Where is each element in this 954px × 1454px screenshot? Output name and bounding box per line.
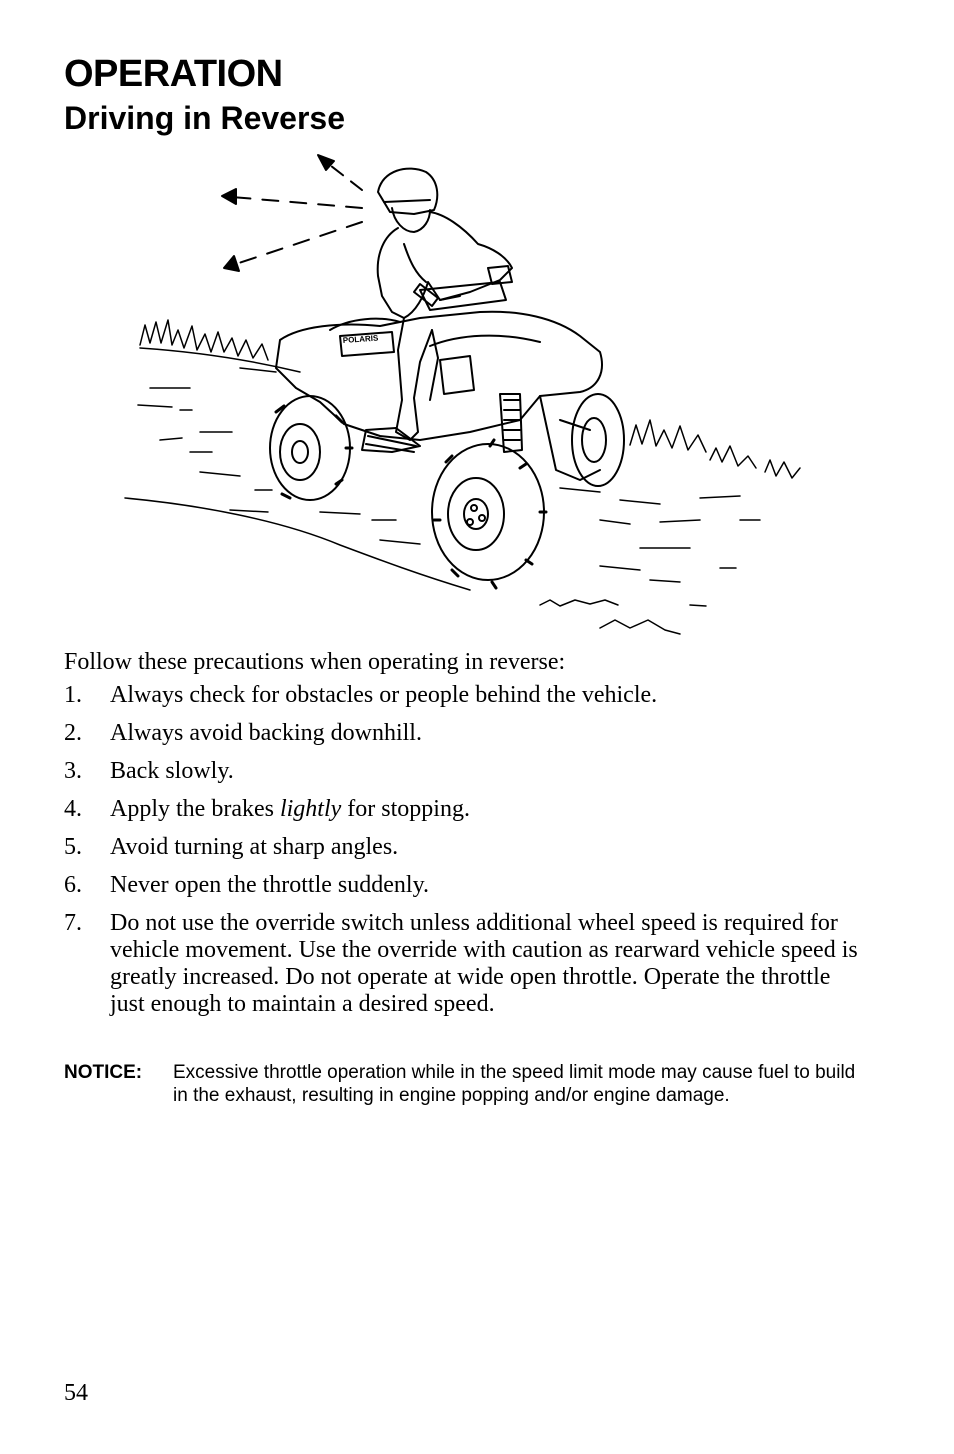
list-item-number: 4.: [64, 796, 82, 822]
rider: [378, 169, 512, 440]
list-item-number: 6.: [64, 872, 82, 898]
list-item-number: 1.: [64, 682, 82, 708]
list-item-text-start: Apply the brakes: [110, 796, 280, 822]
list-item: [64, 796, 864, 823]
list-item-text: Avoid turning at sharp angles.: [110, 834, 399, 860]
list-item-number: 3.: [64, 758, 82, 784]
page-number: 54: [64, 1380, 88, 1406]
list-item: [64, 872, 864, 899]
front-wheel: [432, 440, 546, 588]
list-item: [64, 910, 864, 1018]
list-item-number: 5.: [64, 834, 82, 860]
list-item: [64, 834, 864, 861]
list-item: [64, 758, 864, 785]
list-item-number: 2.: [64, 720, 82, 746]
list-item-number: 7.: [64, 910, 82, 936]
list-item: [64, 682, 864, 709]
list-item-text: Back slowly.: [110, 758, 234, 784]
far-wheel: [572, 394, 624, 486]
precautions-list: [64, 682, 864, 1029]
section-title: OPERATION: [64, 53, 283, 95]
intro-text: Follow these precautions when operating in reverse:: [64, 649, 566, 675]
brand-decal: POLARIS: [342, 333, 379, 345]
atv-rider-reversing-illustration: [120, 148, 820, 643]
list-item-text: Do not use the override switch unless additional wheel speed is required for vehicle movement. Use the override with caution as rearward vehicle speed is greatly increased. Do not operate at wide open throttle. Operate the throttle just enough to maintain a desired speed.: [110, 910, 858, 1017]
notice-label: NOTICE:: [64, 1062, 143, 1083]
list-item-text: [110, 796, 470, 822]
list-item: [64, 720, 864, 747]
ground-terrain: [125, 320, 800, 634]
list-item-text: Never open the throttle suddenly.: [110, 872, 430, 898]
emphasis-text: lightly: [279, 796, 342, 822]
notice-block: [64, 1061, 864, 1107]
page-title: Driving in Reverse: [64, 100, 345, 136]
list-item-text-end: for stopping.: [341, 796, 470, 822]
rear-wheel: [270, 396, 352, 500]
list-item-text: Always avoid backing downhill.: [110, 720, 422, 746]
list-item-text: Always check for obstacles or people behind the vehicle.: [110, 682, 658, 708]
look-direction-arrows: [222, 155, 362, 271]
atv-body: [276, 282, 602, 480]
notice-text: Excessive throttle operation while in the speed limit mode may cause fuel to build in the exhaust, resulting in engine popping and/or engine damage.: [173, 1062, 856, 1106]
